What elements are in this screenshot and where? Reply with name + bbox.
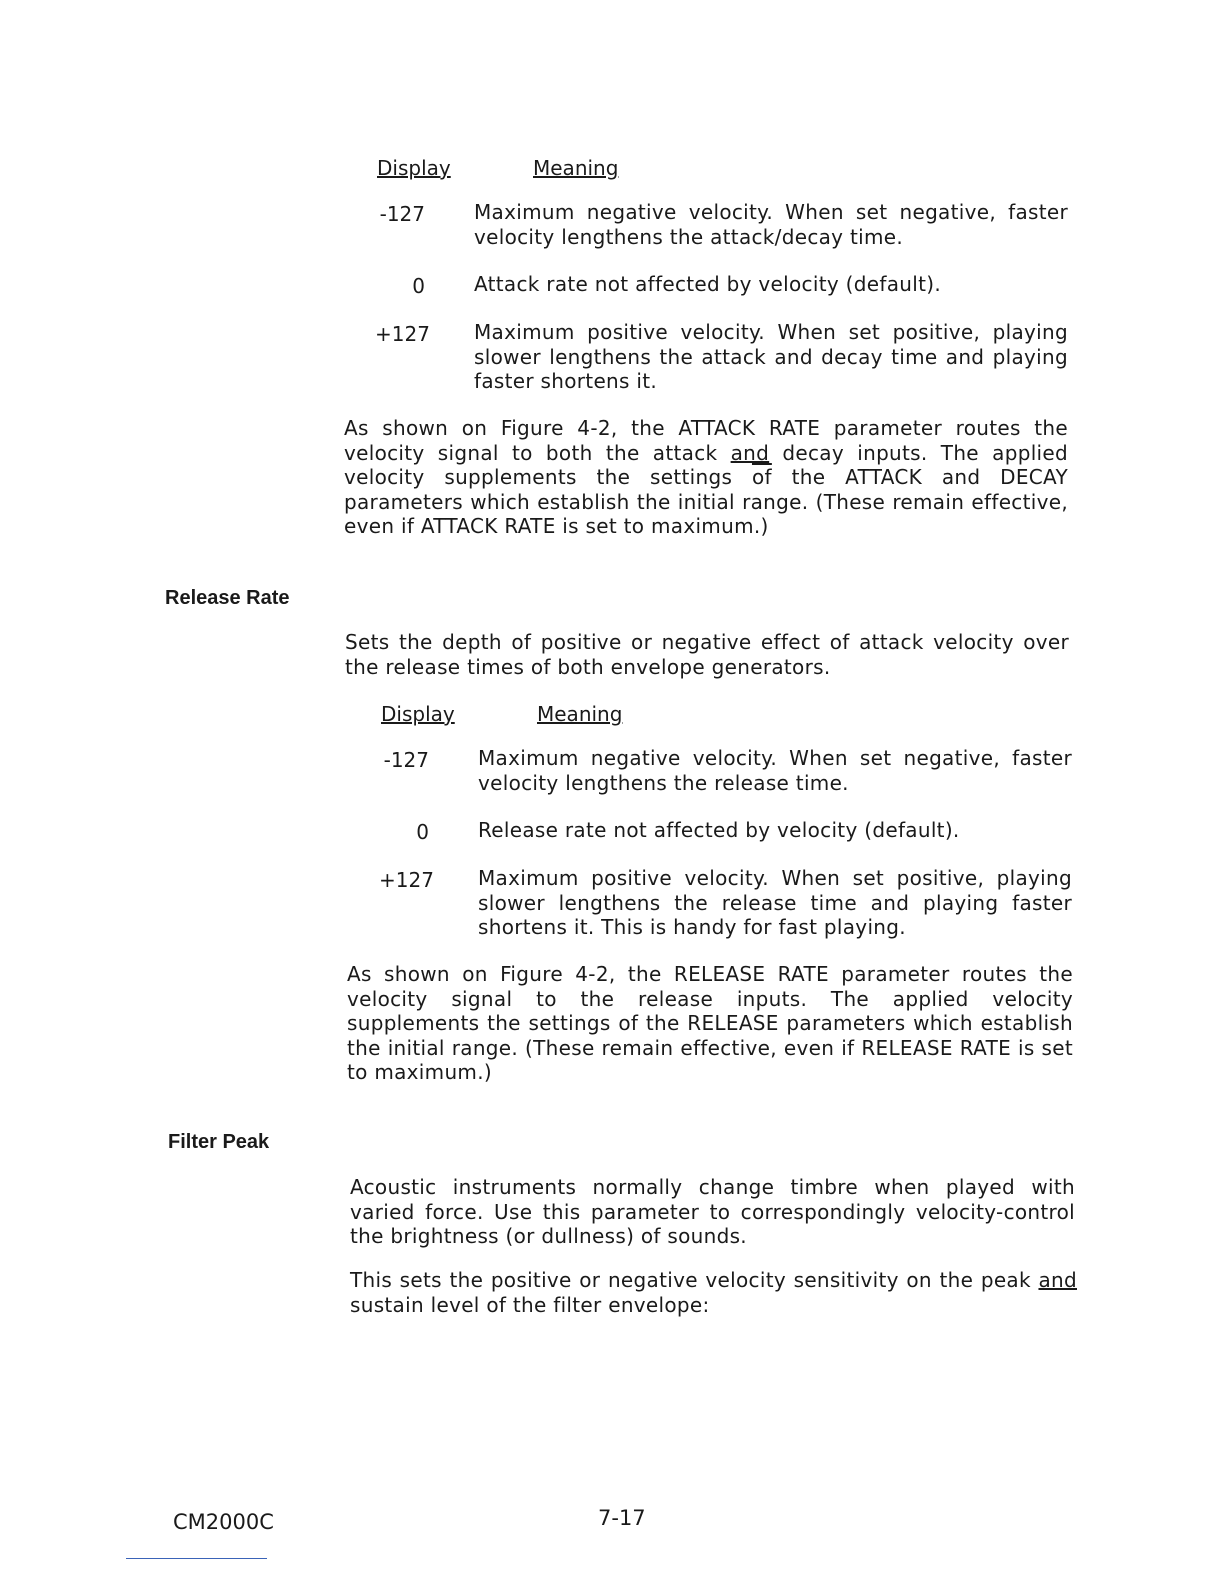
attack-note-paragraph: As shown on Figure 4-2, the ATTACK RATE parameter routes the velocity signal to both the attack and decay inputs. The applied velocity supplements the settings $\overline{of}$ the ATTACK and DECAY parameters which establish the initial range. (These remain effective, even if ATTACK RATE is set to maximum.) (344, 416, 1069, 538)
release-row-display: -127 (383, 748, 429, 772)
attack-meaning-header: Meaning (533, 156, 619, 180)
release-row-display: +127 (379, 868, 434, 892)
release-display-header: Display (381, 702, 455, 726)
footer-rule (126, 1558, 267, 1559)
filter-peak-heading: Filter Peak (168, 1131, 270, 1153)
attack-row-display: -127 (379, 202, 425, 226)
release-row-meaning: Maximum positive velocity. When set positive, playing slower lengthens the release time and playing faster shortens it. This is handy for fast playing. (478, 866, 1072, 939)
release-rate-heading: Release Rate (165, 587, 290, 609)
release-row-meaning: Release rate not affected by velocity (default). (478, 818, 960, 842)
attack-row-meaning: Maximum positive velocity. When set positive, playing slower lengthens the attack and decay time and playing faster shortens it. (474, 320, 1068, 393)
attack-row-meaning: Attack rate not affected by velocity (default). (474, 272, 941, 296)
filter-peak-paragraph-1: Acoustic instruments normally change timbre when played with varied force. Use this parameter to correspondingly velocity-control the brightness (or dullness) of sounds. (350, 1175, 1075, 1248)
attack-row-display: 0 (412, 274, 425, 298)
filter-peak-paragraph-2: This sets the positive or negative velocity sensitivity on the peak and sustain level of the filter envelope: (350, 1268, 1077, 1317)
release-row-display: 0 (416, 820, 429, 844)
release-note-paragraph: As shown on Figure 4-2, the RELEASE RATE parameter routes the velocity signal to the release inputs. The applied velocity supplements the settings of the RELEASE parameters which establish the initial range. (These remain effective, even if RELEASE RATE is set to maximum.) (347, 962, 1073, 1084)
attack-row-display: +127 (375, 322, 430, 346)
release-rate-intro: Sets the depth of positive or negative effect of attack velocity over the release times of both envelope generators. (345, 630, 1069, 679)
release-row-meaning: Maximum negative velocity. When set negative, faster velocity lengthens the release time. (478, 746, 1072, 795)
release-meaning-header: Meaning (537, 702, 623, 726)
attack-row-meaning: Maximum negative velocity. When set negative, faster velocity lengthens the attack/decay time. (474, 200, 1068, 249)
footer-page-number: 7-17 (598, 1506, 646, 1530)
footer-doc-id: CM2000C (173, 1510, 274, 1534)
attack-display-header: Display (377, 156, 451, 180)
